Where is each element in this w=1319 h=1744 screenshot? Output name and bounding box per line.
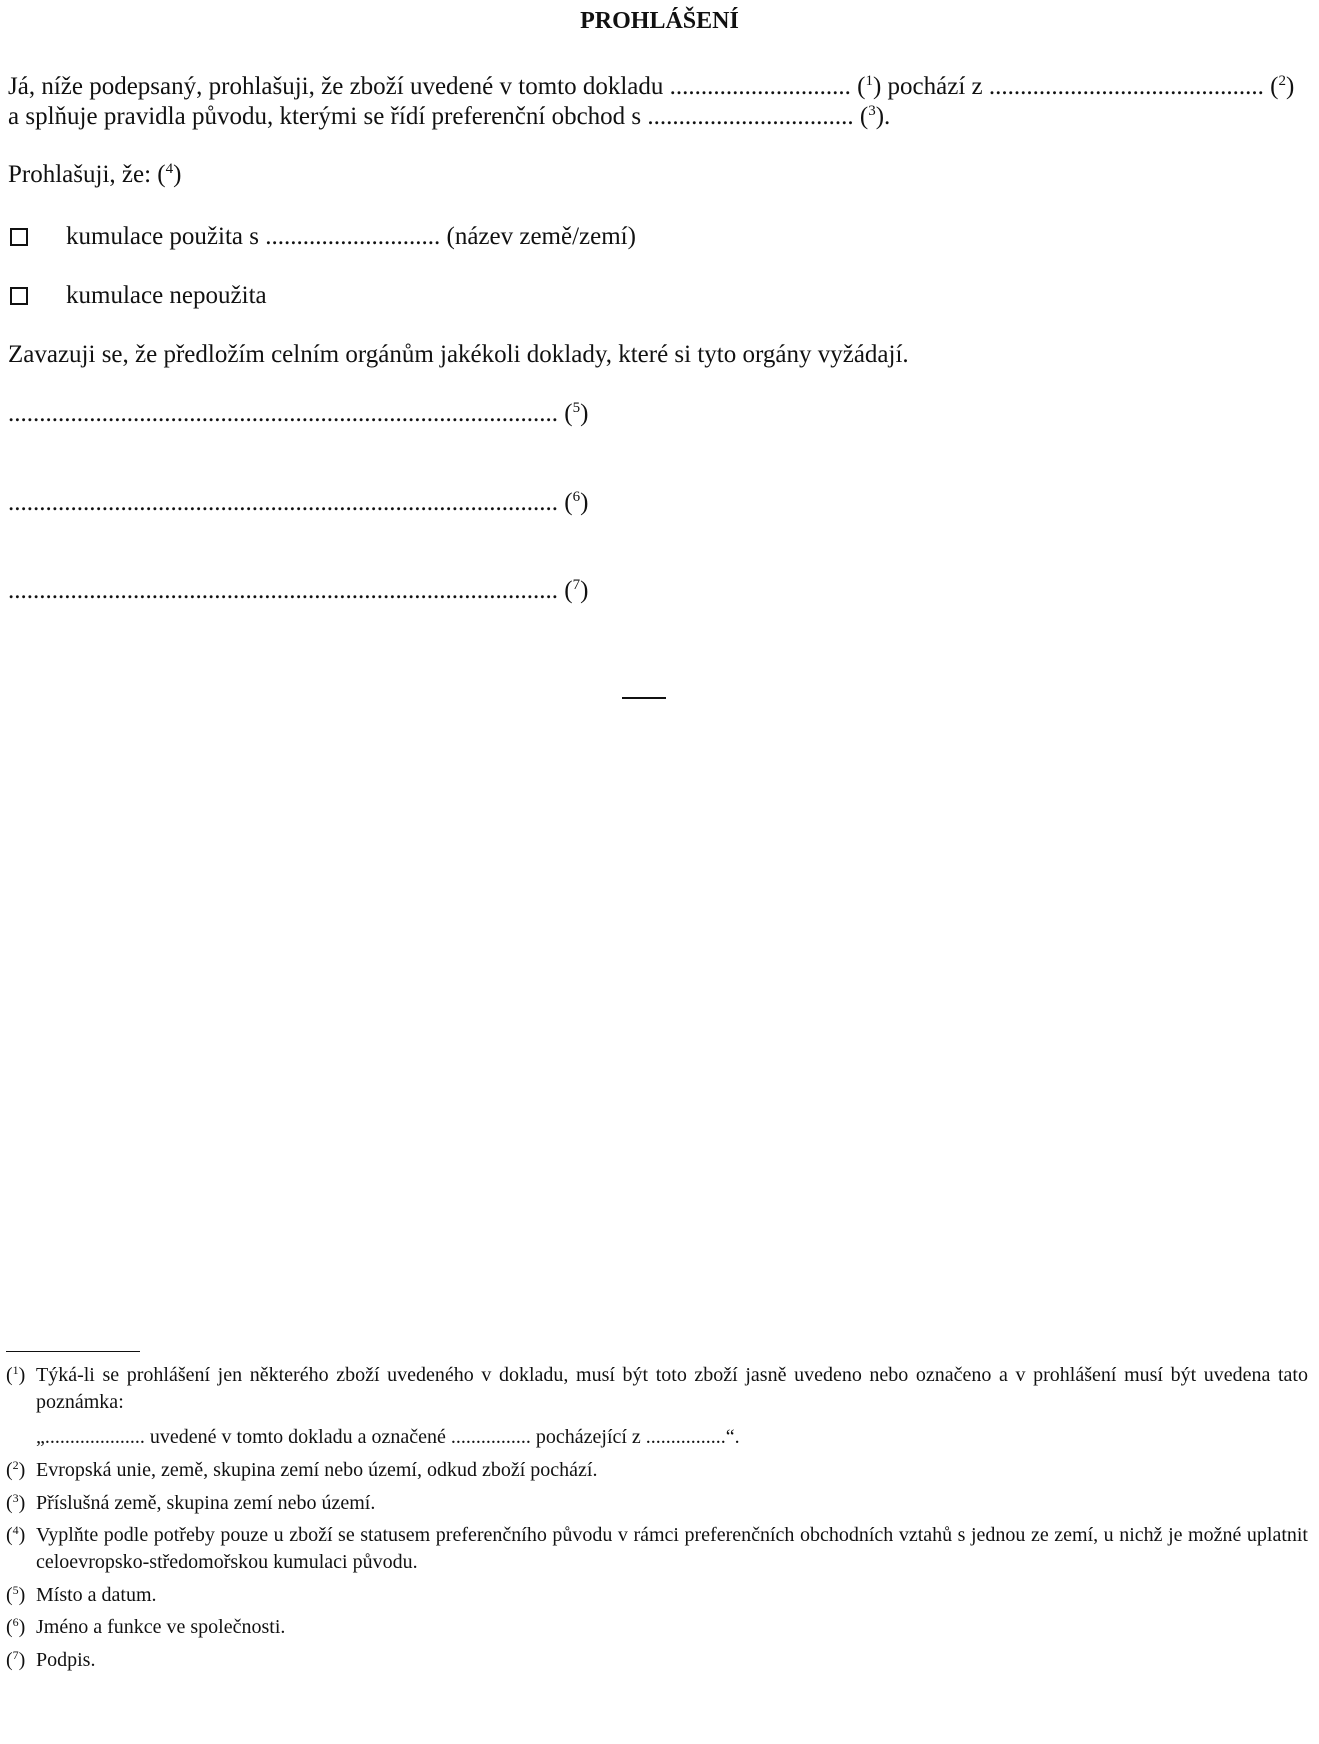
declaration-line-2 bbox=[8, 102, 1308, 132]
footnote-text: Příslušná země, skupina zemí nebo území. bbox=[36, 1492, 376, 1514]
prohlasuji-line bbox=[8, 160, 1308, 190]
footnote-4 bbox=[6, 1522, 1308, 1582]
footnote-number: ($^7$) bbox=[6, 1648, 26, 1671]
footnote-number: ($^5$) bbox=[6, 1583, 26, 1606]
prohlasuji-text: Prohlašuji, že: ( bbox=[8, 161, 166, 188]
checkbox-cumulation-applied[interactable] bbox=[10, 228, 28, 246]
fill-line-dots: ........................................................................................ ( bbox=[8, 489, 573, 516]
footnote-1 bbox=[6, 1362, 1308, 1422]
footnote-number: ($^2$) bbox=[6, 1458, 26, 1481]
footnote-number: ($^3$) bbox=[6, 1491, 26, 1514]
footnote-ref: 4 bbox=[165, 161, 174, 177]
footnote-ref: 5 bbox=[572, 400, 581, 416]
section-separator bbox=[622, 697, 666, 699]
footnote-number: ($^6$) bbox=[6, 1615, 26, 1638]
footnote-ref: 7 bbox=[572, 577, 581, 593]
footnote-number: ($^1$) bbox=[6, 1363, 26, 1386]
footnote-ref: 1 bbox=[865, 73, 873, 89]
option-label: kumulace nepoužita bbox=[66, 282, 267, 309]
name-function-line bbox=[8, 488, 1308, 518]
prohlasuji-text: ) bbox=[173, 161, 182, 188]
place-date-line bbox=[8, 399, 1308, 429]
fill-line-close: ) bbox=[580, 400, 589, 427]
footnote-text: Týká-li se prohlášení jen některého zboží uvedeného v dokladu, musí být toto zboží jasně uvedeno nebo označeno a v prohlášení musí být uvedena tato poznámka: bbox=[36, 1364, 1308, 1413]
commitment-text: Zavazuji se, že předložím celním orgánům jakékoli doklady, které si tyto orgány vyžádají. bbox=[8, 341, 909, 368]
footnote-text: Jméno a funkce ve společnosti. bbox=[36, 1616, 286, 1638]
footnote-1-sample: „.................... uvedené v tomto dokladu a označené ................ pocházející z ................“. bbox=[36, 1426, 740, 1448]
footnote-ref: 3 bbox=[868, 103, 876, 119]
signature-line bbox=[8, 576, 1308, 606]
option-label: kumulace použita s ............................ (název země/zemí) bbox=[66, 223, 636, 250]
footnote-text: Podpis. bbox=[36, 1649, 96, 1671]
page-title: PROHLÁŠENÍ bbox=[580, 8, 739, 34]
footnote-text: Evropská unie, země, skupina zemí nebo území, odkud zboží pochází. bbox=[36, 1459, 598, 1481]
fill-line-close: ) bbox=[580, 577, 589, 604]
footnote-text: Místo a datum. bbox=[36, 1584, 157, 1606]
declaration-text: ) pochází z ............................................ ( bbox=[872, 73, 1279, 100]
declaration-text: Já, níže podepsaný, prohlašuji, že zboží uvedené v tomto dokladu ............................. ( bbox=[8, 73, 866, 100]
fill-line-close: ) bbox=[580, 489, 589, 516]
footnote-number: ($^4$) bbox=[6, 1523, 26, 1546]
declaration-text: ). bbox=[875, 103, 891, 130]
footnote-ref: 2 bbox=[1278, 73, 1286, 89]
declaration-text: a splňuje pravidla původu, kterými se řídí preferenční obchod s ................................. ( bbox=[8, 103, 869, 130]
declaration-line-1 bbox=[8, 72, 1308, 102]
fill-line-dots: ........................................................................................ ( bbox=[8, 577, 573, 604]
checkbox-cumulation-not-applied[interactable] bbox=[10, 287, 28, 305]
footnote-ref: 6 bbox=[572, 489, 581, 505]
footnote-rule bbox=[6, 1351, 140, 1352]
declaration-text: ) bbox=[1285, 73, 1295, 100]
fill-line-dots: ........................................................................................ ( bbox=[8, 400, 573, 427]
footnote-text: Vyplňte podle potřeby pouze u zboží se statusem preferenčního původu v rámci preferenčních obchodních vztahů s jednou ze zemí, u nichž je možné uplatnit celoevropsko-středomořskou kumulaci původu. bbox=[36, 1524, 1308, 1573]
